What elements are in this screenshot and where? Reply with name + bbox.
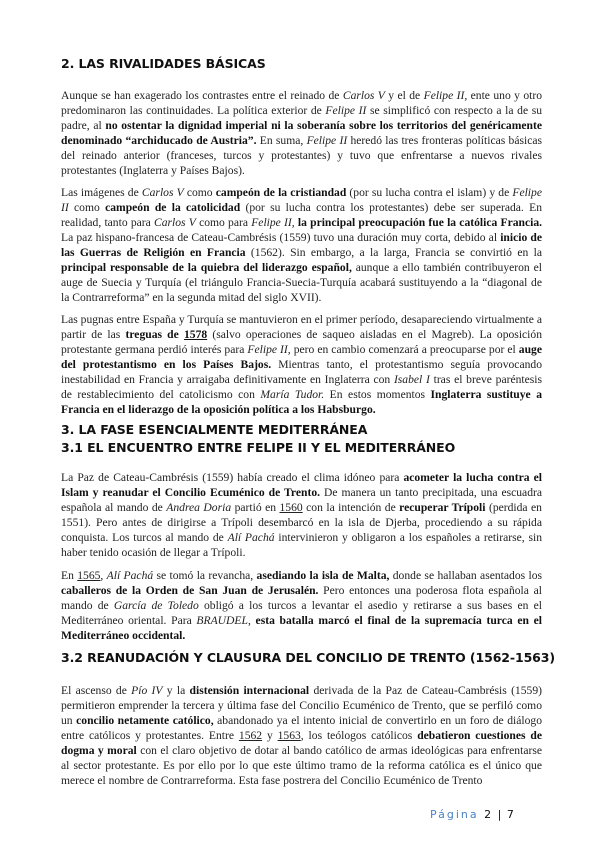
paragraph-3: Las pugnas entre España y Turquía se mantuvieron en el primer período, desapareciendo virtualmente a partir de las treguas de 1578 (salvo operaciones de saqueo aisladas en el Magreb). La oposición protestante germana perdió interés para Felipe II, pero en cambio comenzará a preocuparse por el auge del protestantismo en los Países Bajos. Mientras tanto, el protestantismo seguía provocando inestabilidad en Francia y arraigaba definitivamente en Inglaterra con Isabel I tras el breve paréntesis de restablecimiento del catolicismo con María Tudor. En estos momentos Inglaterra sustituye a Francia en el liderazgo de la oposición política a los Habsburgo. — [61, 313, 543, 416]
section-heading-3-2: 3.2 REANUDACIÓN Y CLAUSURA DEL CONCILIO DE TRENTO (1562-1563) — [61, 650, 555, 665]
section-heading-2: 2. LAS RIVALIDADES BÁSICAS — [61, 56, 266, 71]
paragraph-1: Aunque se han exagerado los contrastes entre el reinado de Carlos V y el de Felipe II, ente uno y otro predominaron las continuidades. La política exterior de Felipe II se simplificó con respecto a la de su padre, al no ostentar la dignidad imperial ni la soberanía sobre los territorios del genéricamente denominado “archiducado de Austria”. En suma, Felipe II heredó las tres fronteras políticas básicas del reinado anterior (franceses, turcos y protestantes) y tuvo que enfrentarse a nuevos rivales protestantes (Inglaterra y Países Bajos). — [61, 89, 543, 177]
page-footer — [430, 808, 515, 821]
section-heading-3: 3. LA FASE ESENCIALMENTE MEDITERRÁNEA — [61, 422, 368, 437]
page-label: Página — [430, 808, 479, 821]
total-pages: 7 — [506, 808, 515, 821]
page-separator: | — [497, 808, 502, 821]
paragraph-5: En 1565, Alí Pachá se tomó la revancha, asediando la isla de Malta, donde se hallaban asentados los caballeros de la Orden de San Juan de Jerusalén. Pero entonces una poderosa flota española al mando de García de Toledo obligó a los turcos a levantar el asedio y retirarse a sus bases en el Mediterráneo oriental. Para BRAUDEL, esta batalla marcó el final de la supremacía turca en el Mediterráneo occidental. — [61, 569, 543, 642]
paragraph-6: El ascenso de Pío IV y la distensión internacional derivada de la Paz de Cateau-Cambrésis (1559) permitieron emprender la tercera y última fase del Concilio Ecuménico de Trento, que se perfiló como un concilio netamente católico, abandonado ya el intento inicial de convertirlo en un foro de diálogo entre católicos y protestantes. Entre 1562 y 1563, los teólogos católicos debatieron cuestiones de dogma y moral con el claro objetivo de dotar al bando católico de armas ideológicas para enfrentarse al sector protestante. Es por ello por lo que este último tramo de la reforma católica es el único que merece el nombre de Contrarreforma. Esta fase postrera del Concilio Ecuménico de Trento — [61, 684, 542, 787]
section-heading-3-1: 3.1 EL ENCUENTRO ENTRE FELIPE II Y EL MEDITERRÁNEO — [61, 440, 456, 455]
paragraph-2: Las imágenes de Carlos V como campeón de la cristiandad (por su lucha contra el islam) y de Felipe II como campeón de la catolicidad (por su lucha contra los protestantes) debe ser superada. En realidad, tanto para Carlos V como para Felipe II, la principal preocupación fue la católica Francia. La paz hispano-francesa de Cateau-Cambrésis (1559) tuvo una duración muy corta, debido al inicio de las Guerras de Religión en Francia (1562). Sin embargo, a la larga, Francia se convirtió en la principal responsable de la quiebra del liderazgo español, aunque a ello también contribuyeron el auge de Suecia y Turquía (el triángulo Francia-Suecia-Turquía acabará sustituyendo a la “diagonal de la Contrarreforma” en la segunda mitad del siglo XVII). — [61, 186, 543, 304]
current-page: 2 — [484, 808, 493, 821]
paragraph-4: La Paz de Cateau-Cambrésis (1559) había creado el clima idóneo para acometer la lucha contra el Islam y reanudar el Concilio Ecuménico de Trento. De manera un tanto precipitada, una escuadra española al mando de Andrea Doria partió en 1560 con la intención de recuperar Trípoli (perdida en 1551). Pero antes de dirigirse a Trípoli desembarcó en la isla de Djerba, procediendo a su rápida conquista. Los turcos al mando de Alí Pachá intervinieron y obligaron a los españoles a retirarse, sin haber tenido ocasión de llegar a Trípoli. — [61, 471, 543, 559]
